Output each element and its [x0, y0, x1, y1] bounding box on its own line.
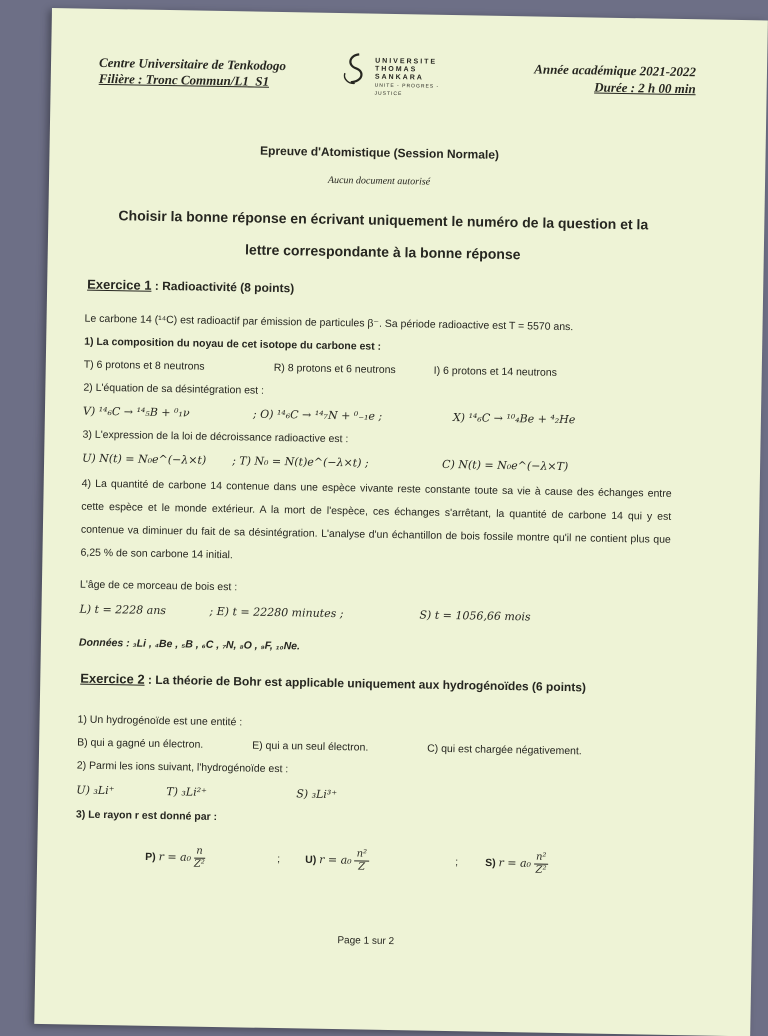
ex1-q4: 4) La quantité de carbone 14 contenue dans une espèce vivante reste constante toute sa vie à cause des échanges entre cette espèce et le monde extérieur. A la mort de l'espèce, ces échanges s'arrêtant, la quantité de carbone 14 qui y est contenue va diminuer du fait de sa désintégration. L'analyse d'un échantillon de bois fossile montre qu'il ne contient plus que 6,25 % de son carbone 14 initial. [80, 477, 672, 562]
ex2-q3: 3) Le rayon r est donné par : [75, 808, 218, 824]
ex1-q4-options [79, 602, 680, 624]
ex2-q3-option-u-denominator: Z [358, 861, 366, 873]
ex1-q1-option-r: R) 8 protons et 6 neutrons [273, 361, 396, 377]
duration: Durée : 2 h 00 min [594, 79, 696, 97]
ex1-q3-options [82, 451, 682, 474]
ex1-q1-option-i: I) 6 protons et 14 neutrons [433, 364, 557, 379]
ex2-q2-option-s: S) ₃Li³⁺ [296, 787, 338, 802]
ex1-q4-option-s: S) t = 1056,66 mois [419, 608, 531, 624]
ex1-q2: 2) L'équation de sa désintégration est : [83, 381, 265, 397]
ex2-q3-option-p-lhs: r = a₀ [158, 850, 192, 864]
header-year-block [481, 59, 697, 97]
page-number: Page 1 sur 2 [337, 935, 395, 948]
filiere: Filière : Tronc Commun/L1_S1 [98, 70, 270, 89]
ex1-q1-option-t: T) 6 protons et 8 neutrons [83, 358, 205, 373]
ex2-q3-option-p-numerator: n [194, 846, 205, 859]
logo-line-1: UNIVERSITE [375, 57, 438, 66]
ex2-q3-option-s-denominator: Z² [535, 864, 547, 876]
logo-line-3: UNITE - PROGRES - JUSTICE [374, 82, 440, 98]
ex2-q3-option-s [485, 851, 549, 877]
university-logo-icon [341, 51, 372, 86]
ex1-q4-option-e: ; E) t = 22280 minutes ; [209, 604, 344, 621]
exercise-2-title: : La théorie de Bohr est applicable uniquement aux hydrogénoïdes (6 points) [147, 672, 587, 695]
ex1-data: Données : ₃Li , ₄Be , ₅B , ₆C , ₇N, ₈O , ₉F, ₁₀Ne. [78, 636, 301, 653]
instruction-line-2: lettre correspondante à la bonne réponse [244, 241, 521, 263]
ex1-q2-options [82, 404, 683, 427]
ex2-q1-option-e: E) qui a un seul électron. [252, 739, 369, 754]
academic-year: Année académique 2021-2022 [534, 61, 697, 80]
ex2-q3-separator-2: ; [455, 856, 459, 869]
ex1-q4-option-l: L) t = 2228 ans [79, 602, 167, 618]
ex2-q3-option-s-fraction [534, 852, 549, 877]
ex2-q3-option-u-numerator: n² [355, 848, 370, 861]
ex1-q4-question: L'âge de ce morceau de bois est : [79, 578, 238, 594]
exercise-1-label: Exercice 1 [87, 276, 152, 293]
ex2-q1-option-b: B) qui a gagné un électron. [77, 736, 204, 751]
exercise-1-heading [87, 277, 294, 296]
ex2-q3-option-u-fraction [354, 848, 369, 873]
ex2-q2: 2) Parmi les ions suivant, l'hydrogénoïde est : [76, 759, 289, 776]
ex1-q1: 1) La composition du noyau de cet isotope du carbone est : [84, 335, 382, 353]
ex1-q2-option-x: X) ¹⁴₆C → ¹⁰₄Be + ⁴₂He [452, 411, 576, 427]
ex2-q2-option-t: T) ₃Li²⁺ [166, 785, 208, 799]
ex2-q3-option-p-denominator: Z² [193, 858, 205, 870]
ex2-q1-option-c: C) qui est chargée négativement. [427, 742, 582, 758]
ex2-q3-option-s-lhs: r = a₀ [498, 856, 532, 870]
instruction-line-1: Choisir la bonne réponse en écrivant uniquement le numéro de la question et la [118, 207, 649, 233]
ex1-q3: 3) L'expression de la loi de décroissance radioactive est : [82, 428, 349, 446]
ex1-q2-option-v: V) ¹⁴₆C → ¹⁴₅B + ⁰₁ν [82, 404, 190, 420]
ex2-q2-options [76, 783, 676, 802]
ex2-q3-option-p-label: P) [145, 851, 156, 864]
exercise-1-title: : Radioactivité (8 points) [154, 278, 295, 296]
ex2-q3-option-p-fraction [194, 846, 205, 871]
ex1-q3-option-c: C) N(t) = N₀e^(−λ×T) [441, 457, 569, 474]
no-documents-note: Aucun document autorisé [327, 174, 431, 188]
ex2-q3-option-s-numerator: n² [534, 852, 549, 865]
exercise-2-label: Exercice 2 [80, 670, 145, 687]
ex1-intro: Le carbone 14 (¹⁴C) est radioactif par émission de particules β⁻. Sa période radioactive est T = 5570 ans. [84, 312, 574, 334]
logo-line-2: THOMAS SANKARA [374, 65, 424, 82]
institution-name: Centre Universitaire de Tenkodogo [98, 54, 287, 74]
ex2-q2-option-u: U) ₃Li⁺ [76, 783, 115, 798]
header-institution-block [99, 55, 286, 90]
exam-title: Epreuve d'Atomistique (Session Normale) [259, 143, 500, 162]
ex2-q3-option-u [305, 848, 369, 874]
exercise-2-heading [80, 671, 586, 695]
ex2-q3-options [75, 844, 675, 876]
ex1-q1-options [83, 358, 684, 379]
ex2-q3-separator-1: ; [277, 853, 281, 866]
ex2-q3-option-s-label: S) [485, 856, 496, 870]
university-logo [341, 51, 462, 98]
ex2-q3-option-u-lhs: r = a₀ [319, 853, 352, 867]
ex2-q1-options [77, 736, 677, 758]
ex2-q3-option-p [145, 845, 205, 871]
ex2-q3-option-u-label: U) [305, 853, 317, 867]
ex1-q3-option-u: U) N(t) = N₀e^(−λ×t) [82, 451, 207, 467]
ex1-q3-option-t: ; T) N₀ = N(t)e^(−λ×t) ; [232, 454, 369, 470]
exam-sheet [34, 8, 768, 1036]
ex2-q1: 1) Un hydrogénoïde est une entité : [77, 713, 243, 729]
ex1-q2-option-o: ; O) ¹⁴₆C → ¹⁴₇N + ⁰₋₁e ; [252, 407, 383, 423]
instruction [88, 199, 679, 273]
